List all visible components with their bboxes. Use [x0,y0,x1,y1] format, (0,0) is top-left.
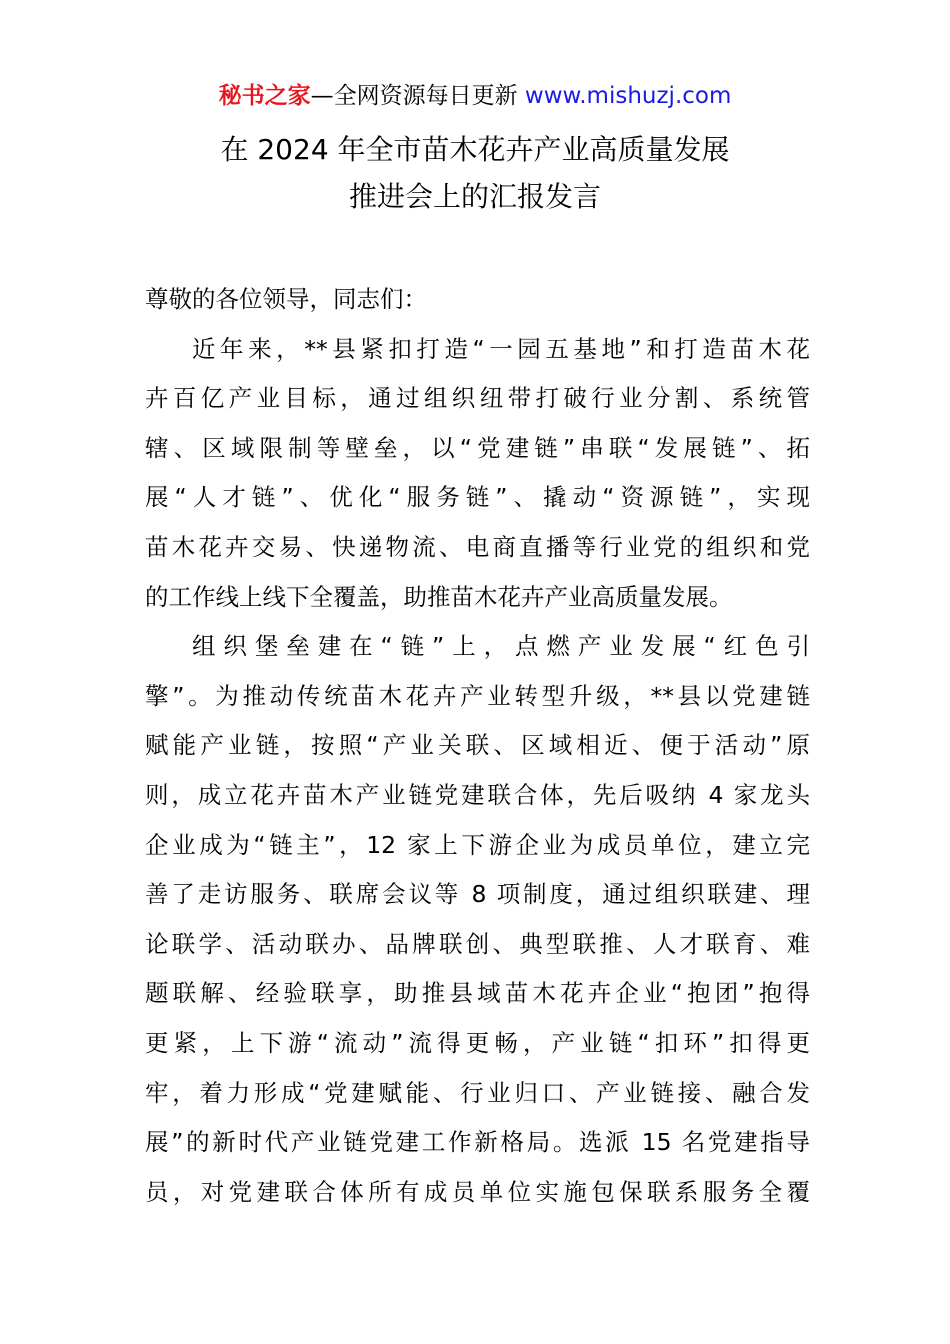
paragraph-line: 则，成立花卉苗木产业链党建联合体，先后吸纳 4 家龙头 [145,780,810,809]
paragraph-line: 展”的新时代产业链党建工作新格局。选派 15 名党建指导 [145,1128,810,1157]
paragraph-line: 近年来，**县紧扣打造“一园五基地”和打造苗木花 [192,334,810,363]
title-line-1: 在 2024 年全市苗木花卉产业高质量发展 [220,133,730,166]
paragraph-line: 展“人才链”、优化“服务链”、撬动“资源链”，实现 [145,483,810,512]
document-body [145,275,810,1217]
paragraph-line: 善了走访服务、联席会议等 8 项制度，通过组织联建、理 [145,880,810,909]
paragraph-line: 牢，着力形成“党建赋能、行业归口、产业链接、融合发 [145,1078,810,1107]
paragraph-line: 卉百亿产业目标，通过组织纽带打破行业分割、系统管 [145,384,810,413]
paragraph-line: 的工作线上线下全覆盖，助推苗木花卉产业高质量发展。 [145,582,733,611]
title-line-2: 推进会上的汇报发言 [348,180,601,213]
paragraph-line: 赋能产业链，按照“产业关联、区域相近、便于活动”原 [145,731,810,760]
paragraph-line: 论联学、活动联办、品牌联创、典型联推、人才联育、难 [145,929,810,958]
paragraph-line: 辖、区域限制等壁垒，以“党建链”串联“发展链”、拓 [145,433,810,462]
site-url-link[interactable]: www.mishuzj.com [524,83,732,109]
paragraph-line: 企业成为“链主”，12 家上下游企业为成员单位，建立完 [145,830,810,859]
paragraph-2 [145,622,810,1217]
document-title [0,126,950,220]
paragraph-1 [145,325,810,623]
site-header [0,78,950,114]
paragraph-line: 组织堡垒建在“链”上，点燃产业发展“红色引 [192,632,810,661]
site-tagline: —全网资源每日更新 [310,83,525,109]
site-brand: 秘书之家 [218,83,311,109]
salutation: 尊敬的各位领导，同志们： [145,285,427,313]
paragraph-line: 苗木花卉交易、快递物流、电商直播等行业党的组织和党 [145,532,810,561]
paragraph-line: 更紧，上下游“流动”流得更畅，产业链“扣环”扣得更 [145,1028,810,1057]
paragraph-line: 员，对党建联合体所有成员单位实施包保联系服务全覆 [145,1177,810,1206]
paragraph-line: 题联解、经验联享，助推县域苗木花卉企业“抱团”抱得 [145,979,810,1008]
paragraph-line: 擎”。为推动传统苗木花卉产业转型升级，**县以党建链 [145,681,810,710]
